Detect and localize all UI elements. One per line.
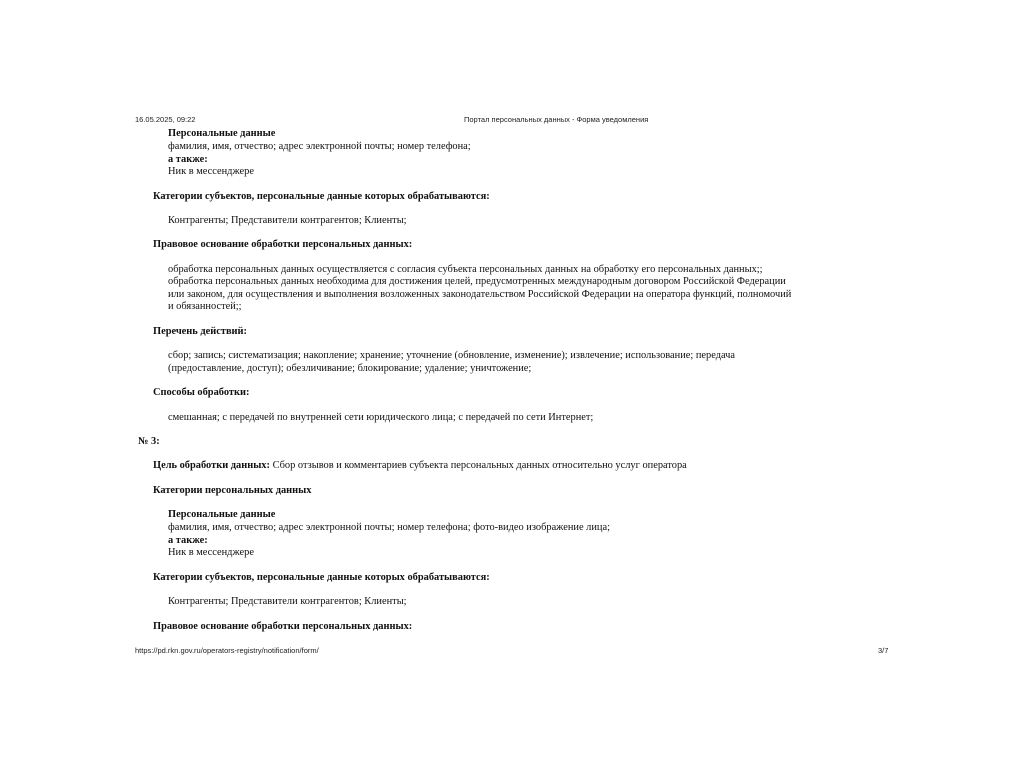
print-url: https://pd.rkn.gov.ru/operators-registry/notification/form/ <box>135 646 319 655</box>
subjects-heading: Категории субъектов, персональные данные которых обрабатываются: <box>153 191 490 202</box>
actions-heading: Перечень действий: <box>153 326 247 337</box>
purpose-number: № 3: <box>138 436 160 447</box>
legal-line: и обязанностей;; <box>168 301 242 312</box>
legal-line: обработка персональных данных необходима для достижения целей, предусмотренных международным договором Российской Федерации <box>168 276 786 287</box>
legal-heading: Правовое основание обработки персональных данных: <box>153 621 413 632</box>
also-value: Ник в мессенджере <box>168 166 254 177</box>
methods-heading: Способы обработки: <box>153 387 250 398</box>
also-value: Ник в мессенджере <box>168 547 254 558</box>
pd-heading: Персональные данные <box>168 128 276 139</box>
pd-list: фамилия, имя, отчество; адрес электронной почты; номер телефона; фото-видео изображение лица; <box>168 522 610 533</box>
page-number: 3/7 <box>878 646 889 655</box>
purpose-label: Цель обработки данных: <box>153 460 270 471</box>
actions-line: (предоставление, доступ); обезличивание; блокирование; удаление; уничтожение; <box>168 363 532 374</box>
print-datetime: 16.05.2025, 09:22 <box>135 115 196 124</box>
subjects-heading: Категории субъектов, персональные данные которых обрабатываются: <box>153 572 490 583</box>
purpose-row <box>153 460 687 472</box>
actions-line: сбор; запись; систематизация; накопление; хранение; уточнение (обновление, изменение); извлечение; использование; передача <box>168 350 736 361</box>
subjects-value: Контрагенты; Представители контрагентов; Клиенты; <box>168 596 407 607</box>
categories-heading: Категории персональных данных <box>153 485 312 496</box>
print-page-title: Портал персональных данных - Форма уведомления <box>464 115 649 124</box>
legal-heading: Правовое основание обработки персональных данных: <box>153 239 413 250</box>
legal-line: обработка персональных данных осуществляется с согласия субъекта персональных данных на обработку его персональных данных;; <box>168 264 763 275</box>
pd-heading: Персональные данные <box>168 509 276 520</box>
methods-value: смешанная; с передачей по внутренней сети юридического лица; с передачей по сети Интернет; <box>168 412 594 423</box>
legal-line: или законом, для осуществления и выполнения возложенных законодательством Российской Федерации на оператора функций, полномочий <box>168 289 792 300</box>
subjects-value: Контрагенты; Представители контрагентов; Клиенты; <box>168 215 407 226</box>
also-label: а также: <box>168 535 208 546</box>
pd-list: фамилия, имя, отчество; адрес электронной почты; номер телефона; <box>168 141 471 152</box>
also-label: а также: <box>168 154 208 165</box>
purpose-value: Сбор отзывов и комментариев субъекта персональных данных относительно услуг оператора <box>269 460 687 471</box>
